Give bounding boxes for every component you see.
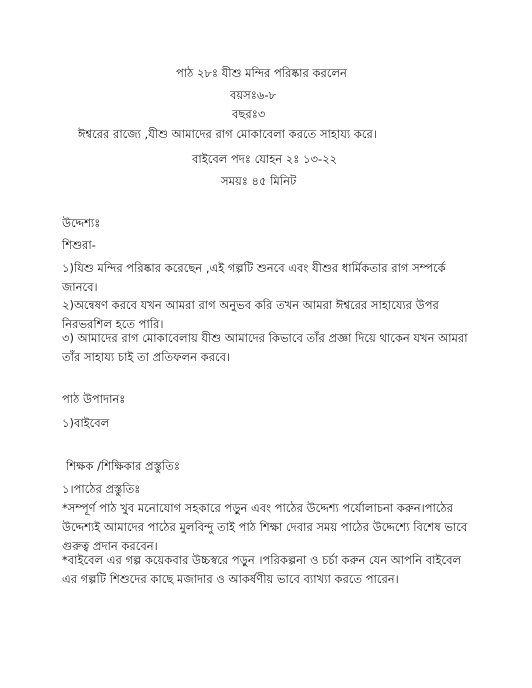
objectives-heading: উদ্দেশ্যঃ [62,216,101,230]
objective-item-2: ২)অন্বেষণ করবে যখন আমরা রাগ অনুভব করি তখন আমরা ঈশ্বরের সাহায্যের উপর নিরভরশিল হতে পারি। [62,298,439,331]
preparation-item-2: *বাইবেল এর গল্প কয়েকবার উচ্চস্বরে পড়ুন ।পরিকল্পনা ও চর্চা করুন যেন আপনি বাইবেল এর গল্পটি শিশুদের কাছে মজাদার ও আকর্ষণীয় ভাবে ব্যাখ্যা করতে পারেন। [62,553,462,586]
preparation-subheading: ১।পাঠের প্রস্তুতিঃ [62,482,141,496]
preparation-heading: শিক্ষক /শিক্ষিকার প্রস্তুতিঃ [66,459,180,473]
objective-item-1: ১)যিশু মন্দির পরিষ্কার করেছেন ,এই গল্পটি শুনবে এবং যীশুর ধার্মিকতার রাগ সম্পর্কে জানবে। [62,261,446,294]
lesson-theme: ঈশ্বরের রাজ্যে ,যীশু আমাদের রাগ মোকাবেলা করতে সাহায্য করে। [78,127,377,141]
lesson-title: পাঠ ২৮ঃ যীশু মন্দির পরিষ্কার করলেন [176,66,347,80]
lesson-year: বছরঃ৩ [232,107,266,121]
materials-heading: পাঠ উপাদানঃ [62,392,126,406]
objective-item-3: ৩) আমাদের রাগ মোকাবেলায় যীশু আমাদের কিভাবে তাঁর প্রজ্ঞা দিয়ে থাকেন যখন আমরা তাঁর সাহায্য চাই তা প্রতিফলন করবে। [62,331,468,364]
preparation-item-1: *সম্পূর্ণ পাঠ খুব মনোযোগ সহকারে পড়ুন এবং পাঠের উদ্দেশ্য পর্যোলাচনা করুন।পাঠের উদ্দেশ্যই আমাদের পাঠের মুলবিন্দু তাই পাঠ শিক্ষা দেবার সময় পাঠের উদ্দেশ্যে বিশেষ ভাবে গুরুত্ব প্রদান করবেন। [62,501,468,553]
lesson-duration: সময়ঃ ৪৫ মিনিট [221,174,297,188]
age-range: বয়সঃ৬-৮ [230,88,276,102]
materials-item-1: ১)বাইবেল [62,416,110,430]
objectives-subheading: শিশুরা- [62,238,96,252]
bible-verse: বাইবেল পদঃ যোহন ২ঃ ১৩-২২ [192,152,338,166]
